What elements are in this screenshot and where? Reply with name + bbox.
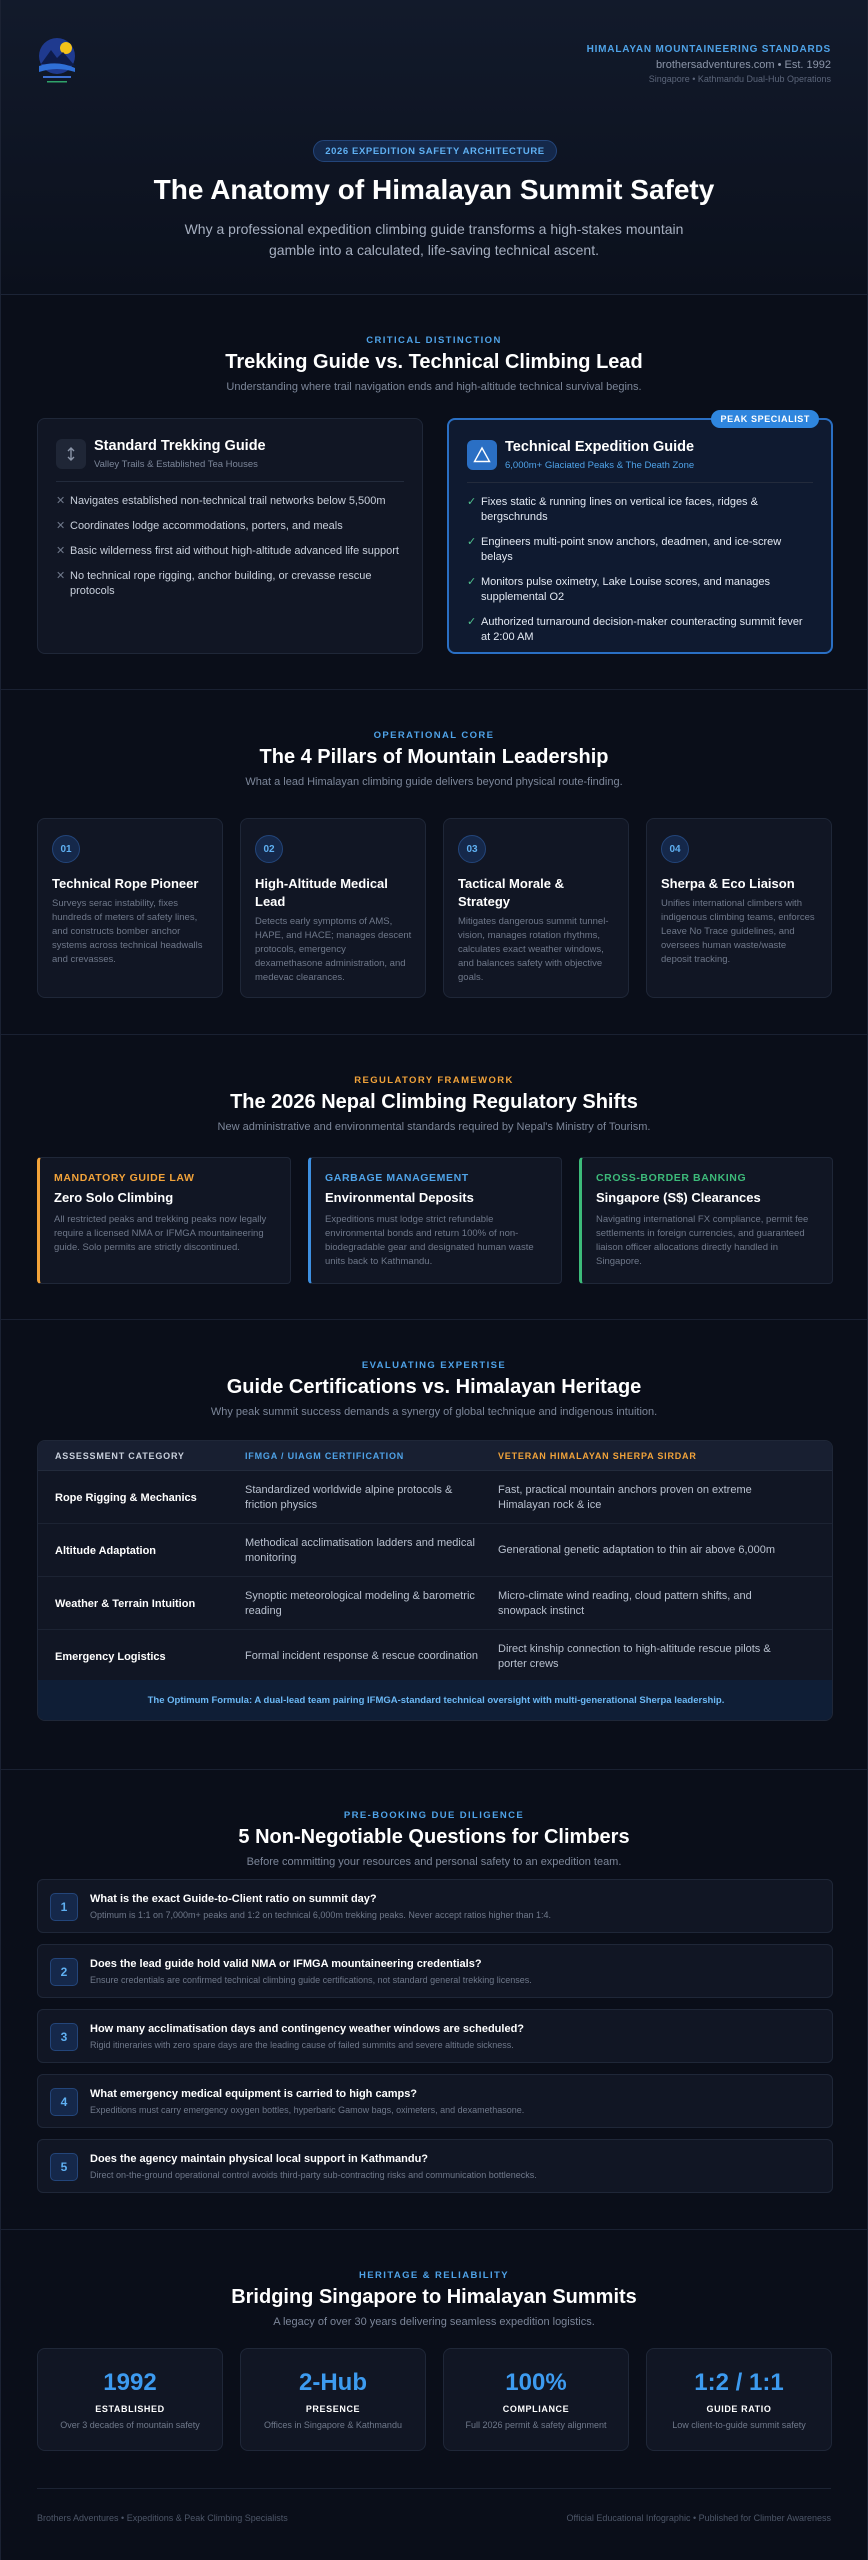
table-header [38,1441,833,1471]
list-item: ✕ Coordinates lodge accommodations, porters, and meals [56,520,343,532]
row-ifmga: Methodical acclimatisation ladders and medical monitoring [245,1536,475,1564]
section-subtitle: Why peak summit success demands a synergy of global technique and indigenous intuition. [210,1406,658,1418]
technical-guide-card [447,414,833,654]
row-ifmga: Formal incident response & rescue coordination [245,1650,478,1662]
cross-icon: ✕ [56,520,66,532]
stat-desc: Over 3 decades of mountain safety [60,2420,200,2430]
card-title: Technical Expedition Guide [505,439,695,455]
list-item: ✕ No technical rope rigging, anchor building, or crevasse rescue protocols [56,570,372,597]
stat-label: ESTABLISHED [95,2404,165,2414]
stat-desc: Full 2026 permit & safety alignment [465,2420,607,2430]
list-item: ✓ Engineers multi-point snow anchors, deadmen, and ice-screw belays [467,536,782,563]
question-title: How many acclimatisation days and contingency weather windows are scheduled? [90,2023,525,2035]
question-desc: Rigid itineraries with zero spare days are the leading cause of failed summits and severe altitude sickness. [90,2040,514,2050]
table-row [38,1630,833,1683]
section-title: Bridging Singapore to Himalayan Summits [231,2286,637,2308]
list-item: ✓ Monitors pulse oximetry, Lake Louise scores, and manages supplemental O2 [467,576,770,603]
pillar-desc: Detects early symptoms of AMS, HAPE, and HACE; manages descent protocols, emergency dexamethasone administration, and medevac clearances. [255,916,412,983]
question-desc: Expeditions must carry emergency oxygen bottles, hyperbaric Gamow bags, oximeters, and dexamethasone. [90,2105,525,2115]
question-title: What emergency medical equipment is carried to high camps? [90,2088,418,2100]
stat-desc: Low client-to-guide summit safety [672,2420,806,2430]
table-footer: The Optimum Formula: A dual-lead team pairing IFMGA-standard technical oversight with multi-generational Sherpa leadership. [38,1680,833,1720]
pillar-title: Sherpa & Eco Liaison [661,876,795,891]
cross-icon: ✕ [56,495,66,507]
question-title: Does the lead guide hold valid NMA or IFMGA mountaineering credentials? [90,1958,482,1970]
section-subtitle: New administrative and environmental standards required by Nepal's Ministry of Tourism. [217,1121,651,1133]
question-number: 1 [50,1893,78,1921]
standard-guide-card [37,418,423,654]
stat-value: 1992 [103,2369,157,2396]
section-subtitle: Understanding where trail navigation ends and high-altitude technical survival begins. [226,381,642,393]
site-link[interactable]: brothersadventures.com • Est. 1992 [655,59,831,71]
question-card [37,2074,833,2128]
section-subtitle: A legacy of over 30 years delivering seamless expedition logistics. [273,2316,595,2328]
section-eyebrow: EVALUATING EXPERTISE [361,1360,507,1371]
stat-card [443,2348,629,2451]
pillar-title: Tactical Morale & Strategy [458,876,564,909]
section-eyebrow: HERITAGE & RELIABILITY [359,2270,509,2281]
warning-triangle-icon [467,440,497,470]
regulation-kicker: CROSS-BORDER BANKING [596,1172,747,1184]
pillar-desc: Unifies international climbers with indigenous climbing teams, enforces Leave No Trace guidelines, and oversees human waste/waste deposit tracking. [661,898,815,965]
hero-section [1,0,867,295]
section-subtitle: Before committing your resources and personal safety to an expedition team. [246,1856,622,1868]
question-number: 3 [50,2023,78,2051]
table-row [38,1471,833,1524]
regulation-kicker: GARBAGE MANAGEMENT [325,1172,469,1184]
row-ifmga: Standardized worldwide alpine protocols & friction physics [245,1483,453,1511]
row-sherpa: Micro-climate wind reading, cloud pattern shifts, and snowpack instinct [498,1589,752,1617]
question-desc: Optimum is 1:1 on 7,000m+ peaks and 1:2 on technical 6,000m trekking peaks. Never accept ratios higher than 1:4. [90,1910,552,1920]
column-header: ASSESSMENT CATEGORY [55,1451,185,1461]
regulation-title: Singapore (S$) Clearances [596,1190,761,1205]
question-number: 4 [50,2088,78,2116]
list-item: ✓ Authorized turnaround decision-maker counteracting summit fever at 2:00 AM [467,616,803,643]
check-icon: ✓ [467,536,477,548]
stat-card [37,2348,223,2451]
question-number: 5 [50,2153,78,2181]
row-category: Rope Rigging & Mechanics [55,1491,197,1504]
section-eyebrow: PRE-BOOKING DUE DILIGENCE [343,1810,525,1821]
question-title: Does the agency maintain physical local support in Kathmandu? [90,2153,429,2165]
table-row [38,1524,833,1577]
question-card [37,1944,833,1998]
row-category: Emergency Logistics [55,1650,166,1663]
arrows-updown-icon [56,439,86,469]
footer-divider [37,2488,831,2489]
org-name: HIMALAYAN MOUNTAINEERING STANDARDS [586,44,831,55]
column-header: IFMGA / UIAGM CERTIFICATION [245,1451,405,1461]
regulation-desc: Expeditions must lodge strict refundable environmental bonds and return 100% of non-biodegradable gear and designated human waste units back to Kathmandu. [325,1214,534,1267]
row-ifmga: Synoptic meteorological modeling & barometric reading [245,1589,475,1617]
standard-guide-list [56,494,404,609]
pillar-number: 01 [52,835,80,863]
divider [467,482,813,483]
pillar-card [240,818,426,998]
list-item: ✓ Fixes static & running lines on vertical ice faces, ridges & bergschrunds [467,496,758,523]
stat-card [240,2348,426,2451]
certification-table [37,1440,833,1721]
row-sherpa: Direct kinship connection to high-altitude rescue pilots & porter crews [498,1642,771,1670]
regulation-desc: Navigating international FX compliance, permit fee settlements in foreign currencies, and guaranteed liaison officer allocations directly handled in Singapore. [596,1214,809,1267]
question-number: 2 [50,1958,78,1986]
stat-value: 1:2 / 1:1 [694,2369,784,2396]
pillar-desc: Surveys serac instability, fixes hundreds of meters of safety lines, and constructs bomber anchor systems across technical headwalls and crevasses. [52,898,203,965]
pillar-title: Technical Rope Pioneer [52,876,199,891]
section-title: Trekking Guide vs. Technical Climbing Lead [225,351,643,373]
cross-icon: ✕ [56,570,66,582]
stat-value: 100% [505,2369,567,2396]
pillar-title: High-Altitude Medical Lead [255,876,388,909]
column-header: VETERAN HIMALAYAN SHERPA SIRDAR [498,1451,697,1461]
section-title: The 2026 Nepal Climbing Regulatory Shifts [230,1091,638,1113]
card-title: Standard Trekking Guide [94,438,266,454]
check-icon: ✓ [467,616,477,628]
list-item: ✕ Navigates established non-technical trail networks below 5,500m [56,495,386,507]
section-title: Guide Certifications vs. Himalayan Heritage [226,1376,642,1398]
question-title: What is the exact Guide-to-Client ratio on summit day? [90,1893,377,1905]
section-eyebrow: OPERATIONAL CORE [373,730,495,741]
question-desc: Direct on-the-ground operational control avoids third-party sub-contracting risks and communication bottlenecks. [90,2170,537,2180]
row-sherpa: Generational genetic adaptation to thin air above 6,000m [498,1544,776,1556]
stat-label: GUIDE RATIO [706,2404,772,2414]
brand-logo [37,36,81,90]
regulation-desc: All restricted peaks and trekking peaks now legally require a licensed NMA or IFMGA mountaineering guide. Solo permits are strictly discontinued. [54,1214,267,1253]
stat-label: COMPLIANCE [502,2404,570,2414]
stat-value: 2-Hub [299,2369,367,2396]
locations-text: Singapore • Kathmandu Dual-Hub Operations [648,74,831,84]
regulation-card [37,1157,291,1284]
section-eyebrow: REGULATORY FRAMEWORK [354,1075,514,1086]
section-subtitle: What a lead Himalayan climbing guide delivers beyond physical route-finding. [245,776,623,788]
cross-icon: ✕ [56,545,66,557]
list-item: ✕ Basic wilderness first aid without high-altitude advanced life support [56,545,399,557]
stat-label: PRESENCE [305,2404,361,2414]
stat-desc: Offices in Singapore & Kathmandu [264,2420,402,2430]
check-icon: ✓ [467,496,477,508]
technical-guide-list [467,495,813,655]
page-subtitle: Why a professional expedition climbing guide transforms a high-stakes mountain gamble into a calculated, life-saving technical ascent. [184,221,684,258]
question-card [37,1879,833,1933]
row-sherpa: Fast, practical mountain anchors proven on extreme Himalayan rock & ice [498,1483,752,1511]
footer-right: Official Educational Infographic • Published for Climber Awareness [566,2513,831,2523]
peak-specialist-badge: PEAK SPECIALIST [711,410,819,428]
footer-left: Brothers Adventures • Expeditions & Peak Climbing Specialists [37,2513,288,2523]
question-desc: Ensure credentials are confirmed technical climbing guide certifications, not standard general trekking licenses. [90,1975,532,1985]
regulation-card [308,1157,562,1284]
row-category: Weather & Terrain Intuition [55,1597,196,1610]
pillar-number: 03 [458,835,486,863]
section-title: The 4 Pillars of Mountain Leadership [259,746,609,768]
stat-card [646,2348,832,2451]
regulation-title: Zero Solo Climbing [54,1190,174,1205]
regulation-title: Environmental Deposits [325,1190,474,1205]
page-title: The Anatomy of Himalayan Summit Safety [153,174,715,205]
regulation-kicker: MANDATORY GUIDE LAW [54,1172,195,1184]
divider [56,481,404,482]
pillar-card [37,818,223,998]
card-subtitle: Valley Trails & Established Tea Houses [94,459,258,470]
question-card [37,2139,833,2193]
pillar-desc: Mitigates dangerous summit tunnel-vision, manages rotation rhythms, calculates exact weather windows, and balances safety with objective goals. [458,916,609,983]
table-row [38,1577,833,1630]
pillar-card [443,818,629,998]
card-subtitle: 6,000m+ Glaciated Peaks & The Death Zone [505,460,695,471]
hero-pill: 2026 EXPEDITION SAFETY ARCHITECTURE [313,140,557,162]
pillar-number: 02 [255,835,283,863]
section-eyebrow: CRITICAL DISTINCTION [366,335,502,346]
row-category: Altitude Adaptation [55,1544,157,1557]
regulation-card [579,1157,833,1284]
section-title: 5 Non-Negotiable Questions for Climbers [238,1826,630,1848]
pillar-number: 04 [661,835,689,863]
question-card [37,2009,833,2063]
header-info [587,44,831,84]
check-icon: ✓ [467,576,477,588]
pillar-card [646,818,832,998]
